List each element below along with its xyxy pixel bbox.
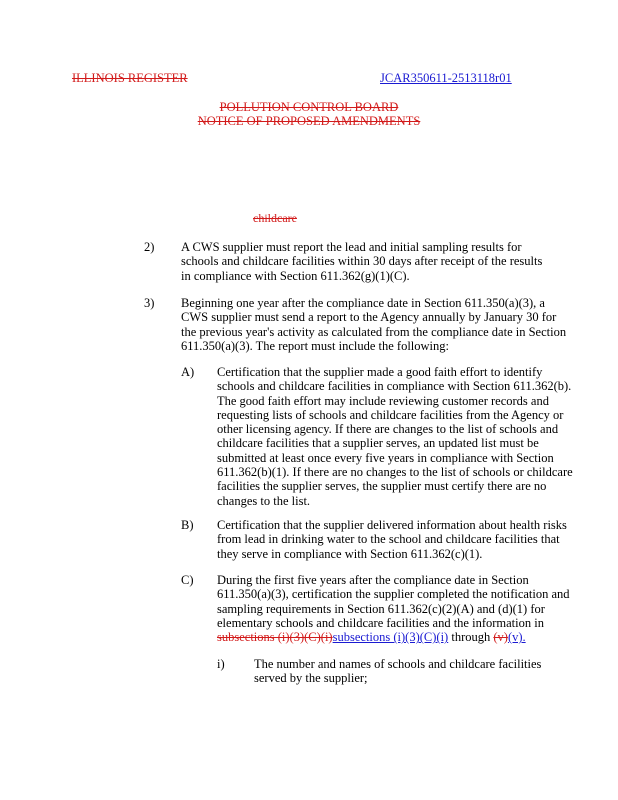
list-item-B <box>181 518 581 561</box>
inserted-end-reference: (v). <box>507 630 526 645</box>
board-title: POLLUTION CONTROL BOARD <box>219 100 399 114</box>
deleted-reference: subsections (i)(3)(C)(i) <box>217 630 333 645</box>
item-letter: C) <box>181 573 194 587</box>
item-number: 3) <box>144 296 155 310</box>
item-letter: A) <box>181 365 195 379</box>
item-text <box>217 573 581 644</box>
item-roman: i) <box>217 657 225 671</box>
inserted-reference: subsections (i)(3)(C)(i) <box>332 630 449 645</box>
list-item-C <box>181 573 581 644</box>
deleted-fragment: childcare <box>253 211 297 225</box>
item-text: Certification that the supplier made a good faith effort to identify schools and childcare facilities in compliance with Section 611.362(b). The good faith effort may include reviewing customer records and requesting lists of schools and childcare facilities from the Agency or other licensing agency. If there are changes to the list of schools and childcare facilities that a supplier serves, an updated list must be submitted at least once every five years in compliance with Section 611.362(b)(1). If there are no changes to the list of schools or childcare facilities the supplier serves, the supplier must certify there are no changes to the list. <box>217 365 573 508</box>
item-text: Beginning one year after the compliance date in Section 611.350(a)(3), a CWS supplier must send a report to the Agency annually by January 30 for the previous year's activity as calculated from the compliance date in Section 611.350(a)(3). The report must include the following: <box>181 296 567 353</box>
header-register-title: ILLINOIS REGISTER <box>72 71 188 85</box>
item-number: 2) <box>144 240 155 254</box>
list-item-3 <box>144 296 574 353</box>
item-text: Certification that the supplier delivered information about health risks from lead in drinking water to the school and childcare facilities that they serve in compliance with Section 611.362(c)(1). <box>217 518 567 561</box>
item-text-body: During the first five years after the compliance date in Section 611.350(a)(3), certification the supplier completed the notification and sampling requirements in Section 611.362(c)(2)(A) and (d)(1) for elementary schools and childcare facilities and the information in <box>217 573 570 630</box>
notice-title: NOTICE OF PROPOSED AMENDMENTS <box>197 114 421 128</box>
list-item-A <box>181 365 581 508</box>
header-document-id: JCAR350611-2513118r01 <box>380 71 512 85</box>
through-word: through <box>448 630 494 645</box>
item-text: A CWS supplier must report the lead and initial sampling results for schools and childcare facilities within 30 days after receipt of the results in compliance with Section 611.362(g)(1)(C). <box>181 240 543 283</box>
list-item-i <box>217 657 577 686</box>
item-text: The number and names of schools and childcare facilities served by the supplier; <box>254 657 542 686</box>
list-item-2 <box>144 240 544 283</box>
item-letter: B) <box>181 518 194 532</box>
deleted-end-reference: (v) <box>493 630 508 645</box>
